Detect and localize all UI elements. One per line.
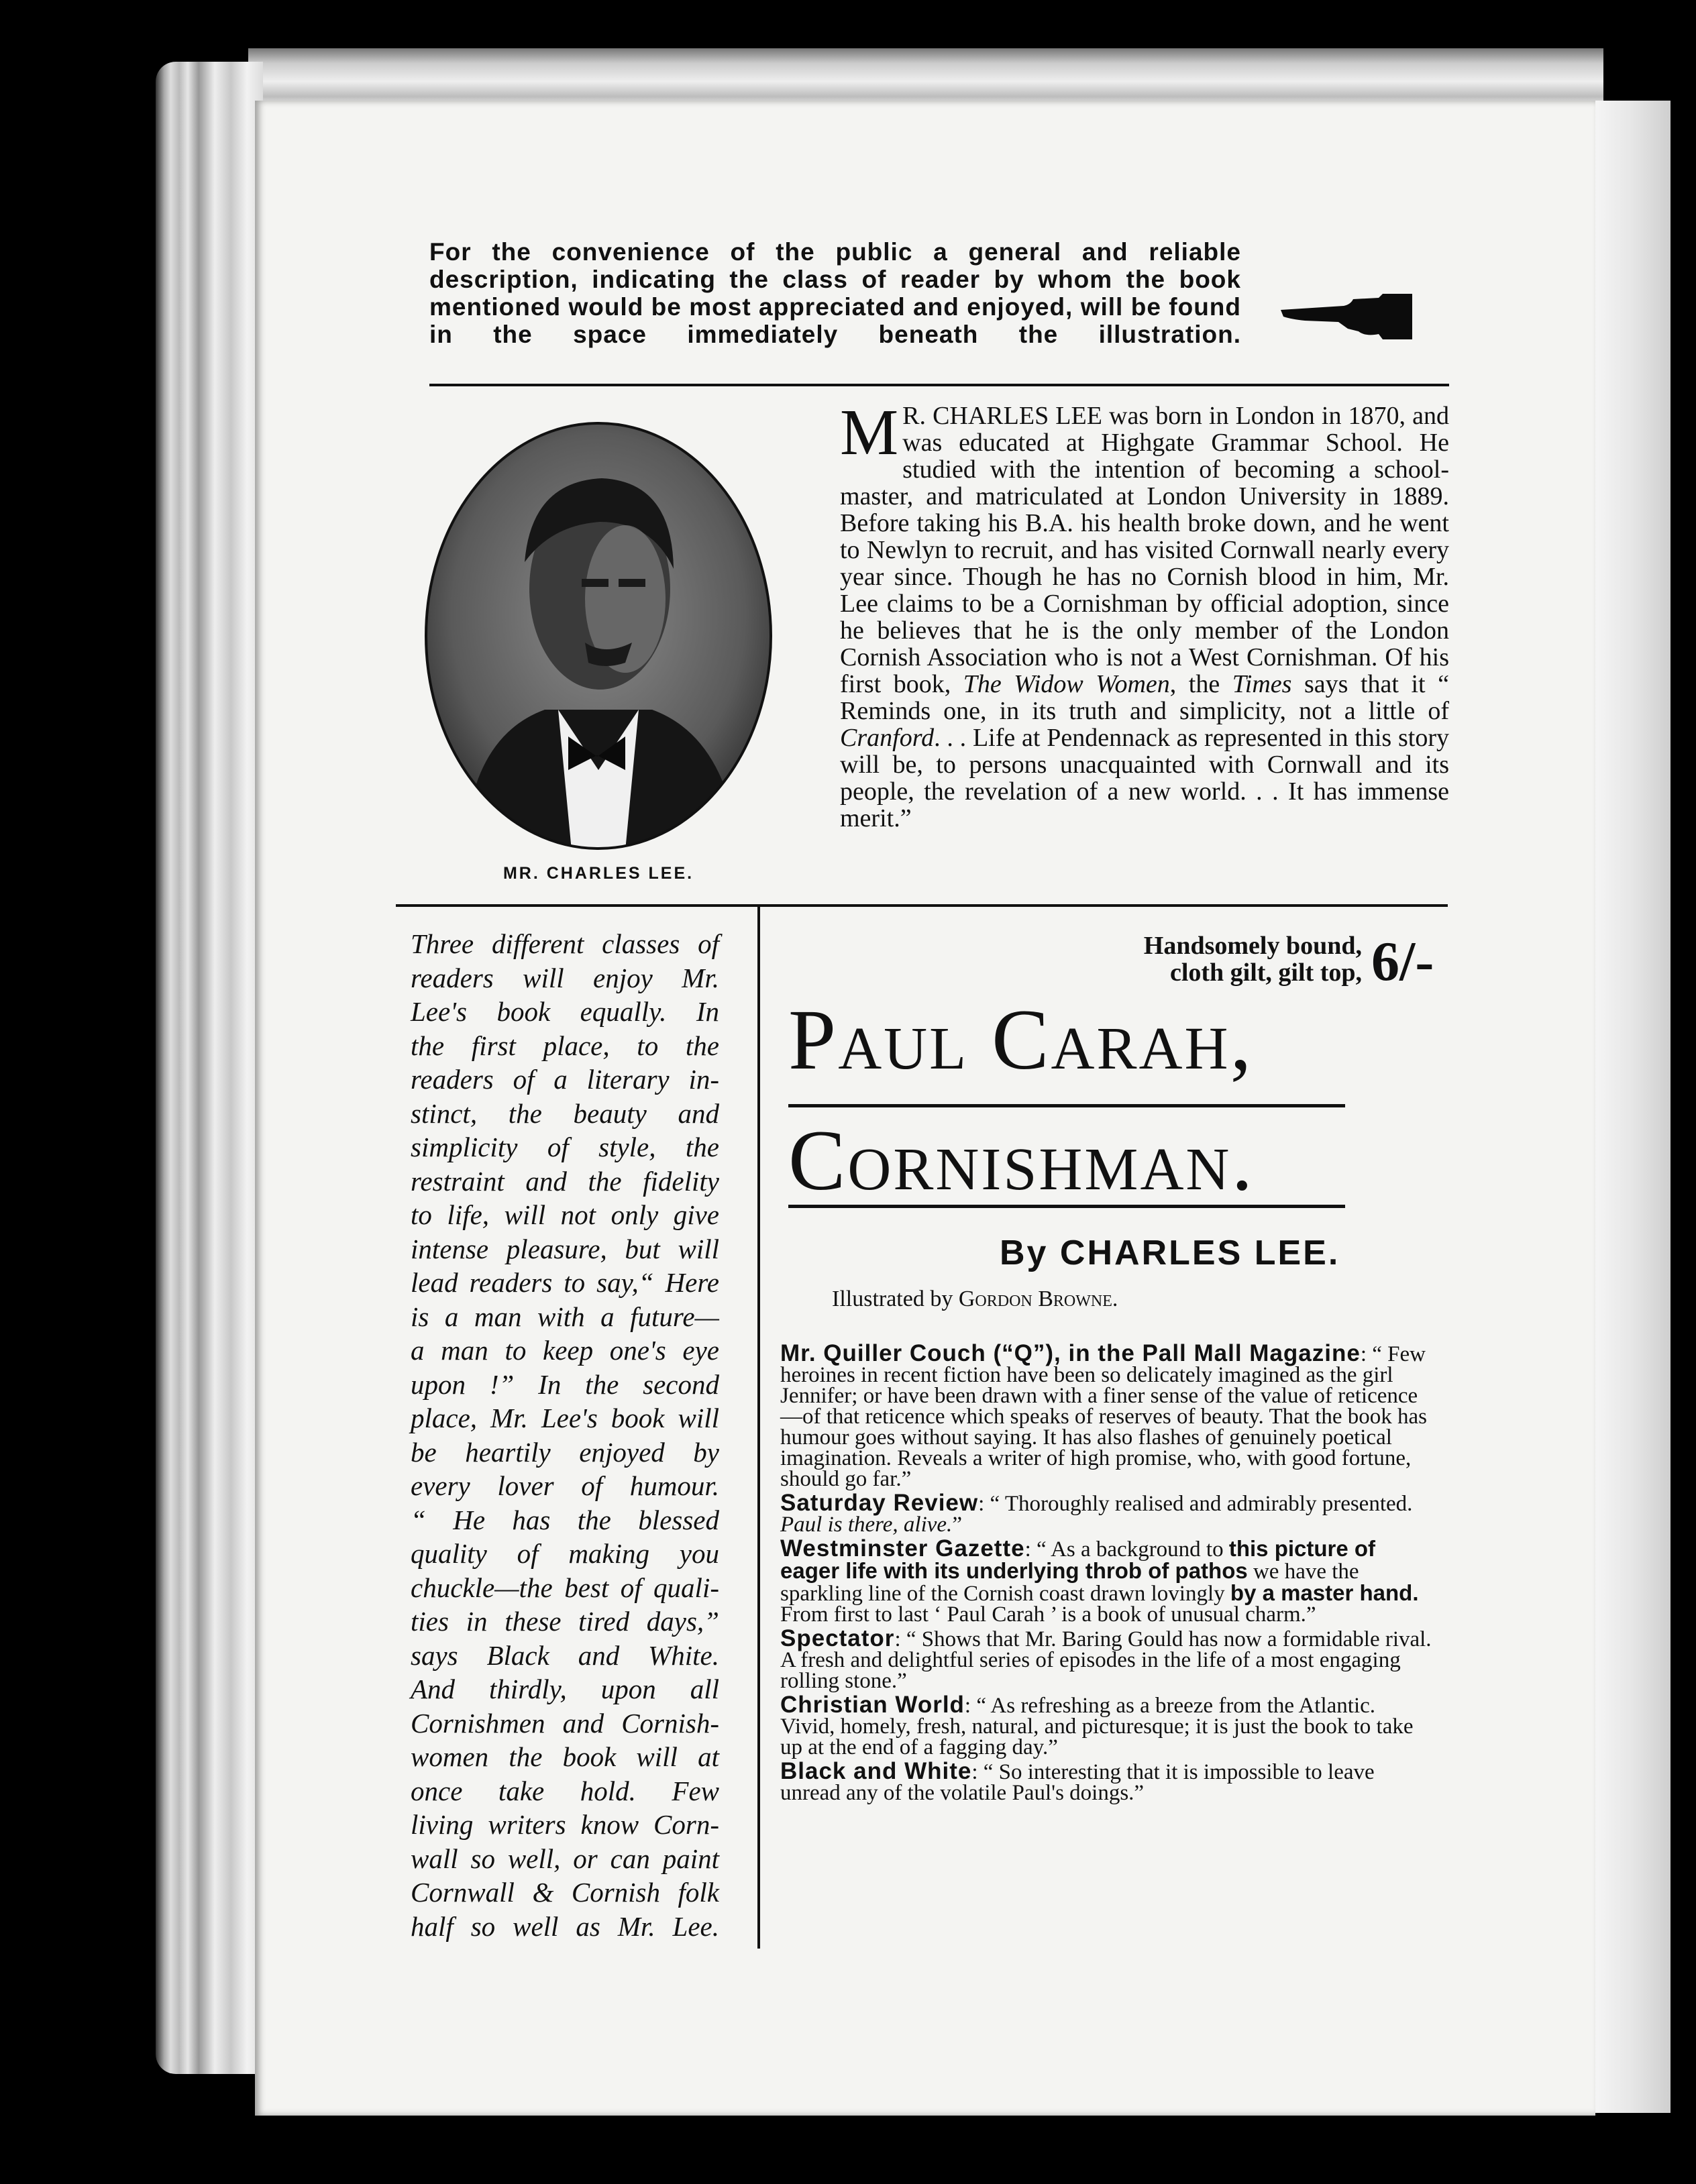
review-text: : “ Thoroughly realised and admirably presented. [978, 1492, 1413, 1516]
portrait-caption: MR. CHARLES LEE. [502, 864, 694, 883]
reader-description-line: chuckle—the best of quali- [411, 1572, 719, 1603]
reader-description-line: every lover of humour. [411, 1470, 719, 1501]
review-spectator [780, 1625, 1434, 1693]
bio-paper: Times [1232, 670, 1292, 698]
bio-cranford: Cranford [840, 724, 935, 752]
reader-description-line: women the book will at [411, 1741, 719, 1772]
review-black-and-white [780, 1758, 1434, 1805]
reader-description-line: half so well as Mr. Lee. [411, 1910, 719, 1942]
review-source: Saturday Review [780, 1490, 979, 1516]
review-westminster-gazette [780, 1535, 1434, 1627]
reader-description-line: be heartily enjoyed by [411, 1436, 719, 1468]
review-text: : “ Few heroines in recent fiction have been so delicately imagined as the girl Jennifer; or have been drawn with a finer sense of the value of reticence—of that reticence which speaks of reserves of beauty. That the book has humour goes without saying. It has also flashes of genuinely poetical imagination. Reveals a writer of high promise, who, with good fortune, should go far.” [780, 1342, 1427, 1491]
binding-note-line-2: cloth gilt, gilt top, [1169, 959, 1362, 987]
review-source: Mr. Quiller Couch (“Q”), in the Pall Mall Magazine [780, 1340, 1361, 1366]
reader-description-line: the first place, to the [411, 1030, 719, 1061]
reader-description-line: “ He has the blessed [411, 1504, 719, 1535]
review-text-after: From first to last ‘ Paul Carah ’ is a book of unusual charm.” [780, 1602, 1316, 1627]
review-text: : “ Shows that Mr. Baring Gould has now a formidable rival. A fresh and delightful series of episodes in the life of a most engaging rolling stone.” [780, 1627, 1432, 1693]
illustrator-prefix: Illustrated by [832, 1287, 959, 1311]
review-emphasis: Paul is there, alive. [780, 1513, 953, 1537]
reader-description-line: lead readers to say,“ Here [411, 1267, 719, 1298]
book-left-edge [156, 62, 263, 2074]
bio-name: R. CHARLES LEE [902, 402, 1102, 430]
notice-text: For the convenience of the public a general and reliable description, indicating the class of reader by whom the book mentioned would be most appreciated and enjoyed, will be found in the space immediately beneath the illustration. [429, 238, 1241, 348]
pointing-hand-icon [1278, 290, 1412, 343]
reader-description-line: readers will enjoy Mr. [411, 962, 719, 993]
binding-note-line-1: Handsomely bound, [1143, 932, 1362, 960]
book-right-page-edge [1590, 101, 1671, 2113]
reader-description-line: stinct, the beauty and [411, 1097, 719, 1129]
review-text: : “ So interesting that it is impossible to leave unread any of the volatile Paul's doings.” [780, 1760, 1375, 1805]
review-source: Christian World [780, 1692, 965, 1718]
binding-note [1100, 932, 1362, 986]
bio-drop-cap: M [840, 396, 899, 469]
reader-description-column [411, 927, 719, 1943]
review-source: Westminster Gazette [780, 1535, 1025, 1562]
reader-description-line: wall so well, or can paint [411, 1843, 719, 1874]
byline: By CHARLES LEE. [1000, 1234, 1340, 1272]
review-bold-1: this picture of eager life with its underlying throb of pathos [780, 1536, 1376, 1583]
illustrator-name: Gordon Browne. [958, 1287, 1118, 1311]
author-biography [840, 396, 1449, 832]
review-text-after: ” [952, 1513, 962, 1537]
reader-description-line: says Black and White. [411, 1639, 719, 1671]
review-saturday-review [780, 1492, 1434, 1535]
review-source: Black and White [780, 1758, 972, 1784]
review-christian-world [780, 1694, 1434, 1758]
review-source: Spectator [780, 1625, 895, 1651]
reader-description-line: a man to keep one's eye [411, 1335, 719, 1366]
reader-description-line: once take hold. Few [411, 1775, 719, 1806]
bio-text-1: was born in London in 1870, and was educated at Highgate Grammar School. He studied with the intention of becoming a school-master, and matriculated at London University in 1889. Before taking his B.A. his health broke down, and he went to Newlyn to recruit, and has visited Cornwall nearly every year since. Though he has no Cornish blood in him, Mr. Lee claims to be a Cornishman by official adoption, since he believes that he is the only member of the London Cornish Association who is not a West Cornishman. Of his first book, [840, 402, 1449, 698]
review-quiller-couch [780, 1340, 1434, 1491]
reader-description-line: quality of making you [411, 1538, 719, 1569]
portrait-illustration [424, 421, 773, 851]
reader-description-line: place, Mr. Lee's book will [411, 1403, 719, 1433]
review-text-mid: we have the sparkling line of the Cornish coast drawn lovingly [780, 1560, 1359, 1606]
bio-text-2: , the [1169, 670, 1232, 698]
book-title-line-1: Paul Carah, [788, 992, 1254, 1087]
press-reviews [780, 1340, 1434, 1806]
reader-description-line: simplicity of style, the [411, 1132, 719, 1162]
middle-rule [396, 904, 1448, 907]
title-rule-1 [788, 1104, 1345, 1107]
book-top-edge [248, 48, 1603, 109]
reader-description-line: living writers know Corn- [411, 1809, 719, 1840]
reader-description-line: Cornwall & Cornish folk [411, 1877, 719, 1908]
reader-description-line: ties in these tired days,” [411, 1606, 719, 1637]
column-divider [757, 906, 760, 1949]
reader-description-line: upon !” In the second [411, 1368, 719, 1400]
bio-text-3: says that it “ Reminds one, in its truth and simplicity, not a little of [840, 670, 1449, 725]
illustrator-credit [832, 1287, 1118, 1312]
reader-description-line: Three different classes of [411, 928, 719, 959]
reader-description-line: to life, will not only give [411, 1199, 719, 1230]
review-text: : “ As a background to [1024, 1537, 1229, 1562]
reader-description-line: Lee's book equally. In [411, 996, 719, 1027]
book-title-line-2: Cornishman. [788, 1113, 1255, 1208]
review-bold-2: by a master hand. [1230, 1580, 1419, 1605]
bio-text-4: . . . Life at Pendennack as represented in this story will be, to persons unacquainted with Cornwall and its people, the revelation of a new world. . . It has immense merit.” [840, 724, 1449, 832]
top-rule [429, 384, 1449, 386]
reader-description-line: is a man with a future— [411, 1301, 719, 1332]
review-text: : “ As refreshing as a breeze from the Atlantic. Vivid, homely, fresh, natural, and picturesque; it is just the book to take up at the end of a fagging day.” [780, 1694, 1414, 1759]
reader-description-line: And thirdly, upon all [411, 1674, 719, 1704]
reader-description-line: Cornishmen and Cornish- [411, 1707, 719, 1739]
bio-book-title: The Widow Women [963, 670, 1170, 698]
reader-description-line: readers of a literary in- [411, 1064, 719, 1095]
price: 6/- [1371, 930, 1434, 993]
reader-description-line: intense pleasure, but will [411, 1233, 719, 1264]
reader-description-line: restraint and the fidelity [411, 1165, 719, 1197]
